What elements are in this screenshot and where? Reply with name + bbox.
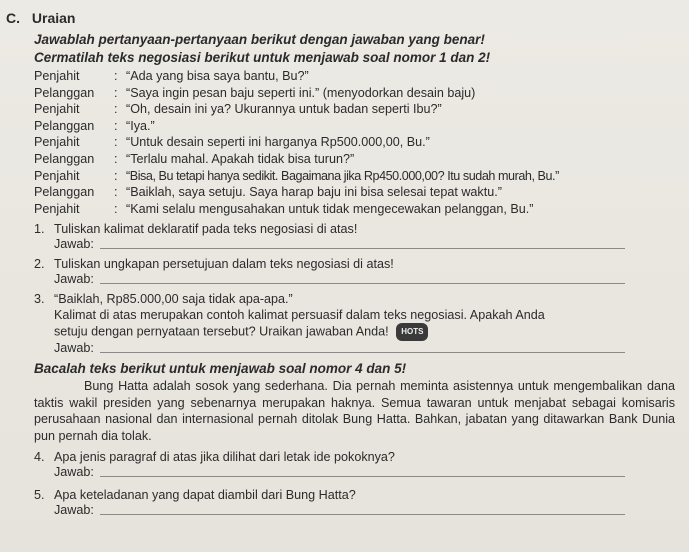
speaker: Penjahit xyxy=(34,168,80,183)
colon: : xyxy=(114,201,118,216)
dialog-line xyxy=(34,101,675,118)
instruction-reading: Bacalah teks berikut untuk menjawab soal nomor 4 dan 5! xyxy=(34,361,407,377)
question-number: 3. xyxy=(34,292,45,307)
colon: : xyxy=(114,85,118,100)
question-text: Tuliskan kalimat deklaratif pada teks negosiasi di atas! xyxy=(54,222,358,237)
answer-label: Jawab: xyxy=(54,237,94,252)
dialog-line xyxy=(34,134,675,151)
speaker: Pelanggan xyxy=(34,85,95,100)
speech: “Bisa, Bu tetapi hanya sedikit. Bagaimana jika Rp450.000,00? Itu sudah murah, Bu.” xyxy=(126,168,559,183)
speech: “Terlalu mahal. Apakah tidak bisa turun?” xyxy=(126,151,355,166)
dialog-line xyxy=(34,168,675,185)
dialog-line xyxy=(34,68,675,85)
speaker: Penjahit xyxy=(34,135,80,150)
paragraph-text: Bung Hatta adalah sosok yang sederhana. Dia pernah meminta asistennya untuk mengembalikan dana taktis wakil presiden yang sebenarnya merupakan haknya. Semua tawaran untuk menjabat sebagai komisaris perusahaan nasional dan internasional pernah ditolak Bung Hatta. Bahkan, jabatan yang ditawarkan Bank Dunia pun pernah dia tolak. xyxy=(34,379,675,443)
negotiation-dialog xyxy=(34,68,675,217)
question-text: Apa jenis paragraf di atas jika dilihat dari letak ide pokoknya? xyxy=(54,449,395,464)
quoted-sentence: “Baiklah, Rp85.000,00 saja tidak apa-apa.” xyxy=(54,292,293,307)
colon: : xyxy=(114,69,118,83)
answer-row-4 xyxy=(54,465,675,480)
question-text: Apa keteladanan yang dapat diambil dari Bung Hatta? xyxy=(54,487,356,502)
instruction-answer: Jawablah pertanyaan-pertanyaan berikut dengan jawaban yang benar! xyxy=(34,32,485,47)
question-number: 2. xyxy=(34,257,45,272)
question-body: Kalimat di atas merupakan contoh kalimat persuasif dalam teks negosiasi. Apakah Anda xyxy=(54,308,545,323)
dialog-line xyxy=(34,85,675,102)
answer-label: Jawab: xyxy=(54,272,94,287)
section-heading xyxy=(6,10,675,26)
question-text xyxy=(54,291,675,341)
question-2 xyxy=(34,256,675,272)
question-text: Tuliskan ungkapan persetujuan dalam teks negosiasi di atas! xyxy=(54,257,394,272)
speech: “Saya ingin pesan baju seperti ini.” (menyodorkan desain baju) xyxy=(126,85,476,100)
answer-label: Jawab: xyxy=(54,341,94,356)
speech: “Untuk desain seperti ini harganya Rp500.000,00, Bu.” xyxy=(126,135,430,150)
colon: : xyxy=(114,135,118,150)
speech: “Baiklah, saya setuju. Saya harap baju ini bisa selesai tepat waktu.” xyxy=(126,185,502,200)
question-number: 4. xyxy=(34,449,45,464)
colon: : xyxy=(114,185,118,200)
question-number: 1. xyxy=(34,222,45,237)
speech: “Kami selalu mengusahakan untuk tidak mengecewakan pelanggan, Bu.” xyxy=(126,201,534,216)
speaker: Penjahit xyxy=(34,69,80,83)
section-letter: C. xyxy=(6,10,20,26)
speech: “Oh, desain ini ya? Ukurannya untuk badan seperti Ibu?” xyxy=(126,102,442,117)
answer-row-1 xyxy=(54,237,675,252)
hots-badge: HOTS xyxy=(396,323,428,341)
question-4 xyxy=(34,449,675,465)
dialog-line xyxy=(34,151,675,168)
answer-line-4[interactable] xyxy=(100,476,625,477)
speaker: Pelanggan xyxy=(34,151,95,166)
question-1 xyxy=(34,221,675,237)
answer-label: Jawab: xyxy=(54,464,94,479)
speaker: Pelanggan xyxy=(34,185,95,200)
dialog-line xyxy=(34,201,675,218)
answer-row-5 xyxy=(54,503,675,518)
answer-line-2[interactable] xyxy=(100,283,625,284)
answer-row-3 xyxy=(54,341,675,356)
colon: : xyxy=(114,168,118,183)
speech: “Ada yang bisa saya bantu, Bu?” xyxy=(126,69,309,83)
colon: : xyxy=(114,102,118,117)
speech: “Iya.” xyxy=(126,118,155,133)
question-3 xyxy=(34,291,675,341)
dialog-line xyxy=(34,184,675,201)
section-title: Uraian xyxy=(31,10,76,26)
answer-label: Jawab: xyxy=(54,502,94,517)
speaker: Pelanggan xyxy=(34,118,95,133)
answer-line-5[interactable] xyxy=(100,514,625,515)
reading-paragraph xyxy=(34,378,675,444)
dialog-line xyxy=(34,118,675,135)
answer-row-2 xyxy=(54,272,675,287)
colon: : xyxy=(114,151,118,166)
answer-line-3[interactable] xyxy=(100,352,625,353)
colon: : xyxy=(114,118,118,133)
question-prompt: setuju dengan pernyataan tersebut? Uraikan jawaban Anda! xyxy=(54,324,389,339)
speaker: Penjahit xyxy=(34,201,80,216)
instruction-negotiation: Cermatilah teks negosiasi berikut untuk menjawab soal nomor 1 dan 2! xyxy=(34,50,491,65)
answer-line-1[interactable] xyxy=(100,248,625,249)
speaker: Penjahit xyxy=(34,102,80,117)
question-5 xyxy=(34,487,675,503)
question-number: 5. xyxy=(34,487,45,502)
